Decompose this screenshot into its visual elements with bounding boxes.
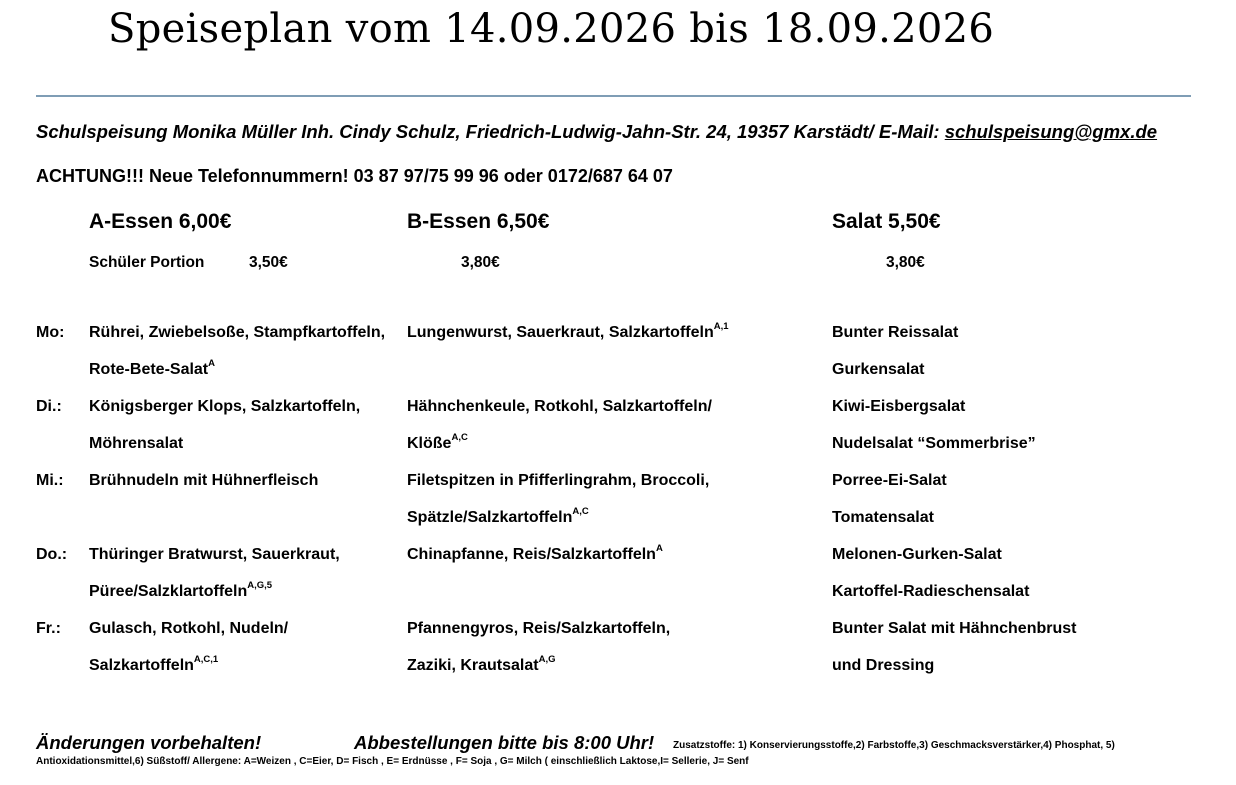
menu-item-c: [832, 657, 934, 675]
column-c-header: Salat 5,50€: [832, 210, 941, 233]
menu-item-c: [832, 620, 1076, 638]
column-a-header: A-Essen 6,00€: [89, 210, 232, 233]
menu-item-c: [832, 546, 1002, 564]
additives-text-2: Antioxidationsmittel,6) Süßstoff/ Allergene: A=Weizen , C=Eier, D= Fisch , E= Erdnüsse , F= Soja , G= Milch ( einschließlich Laktose,I= Sellerie, J= Senf: [36, 756, 749, 767]
dish-text: und Dressing: [832, 657, 935, 674]
menu-item-b: [407, 620, 670, 638]
dish-text: Hähnchenkeule, Rotkohl, Salzkartoffeln/: [407, 398, 712, 415]
phone-notice: ACHTUNG!!! Neue Telefonnummern! 03 87 97/75 99 96 oder 0172/687 64 07: [36, 166, 673, 186]
day-label: Mi.:: [36, 472, 64, 489]
page-title: Speiseplan vom 14.09.2026 bis 18.09.2026: [108, 6, 995, 52]
dish-text: Kiwi-Eisbergsalat: [832, 398, 966, 415]
cancel-notice: Abbestellungen bitte bis 8:00 Uhr!: [354, 732, 655, 753]
menu-item-b: [407, 654, 556, 675]
menu-item-a: [89, 546, 340, 564]
allergen-code: A,G: [538, 654, 556, 665]
menu-item-a: [89, 435, 183, 453]
dish-text: Lungenwurst, Sauerkraut, Salzkartoffeln: [407, 324, 714, 341]
email-link[interactable]: schulspeisung@gmx.de: [944, 121, 1158, 142]
menu-item-c: [832, 361, 924, 379]
allergen-code: A,C: [451, 432, 468, 443]
menu-item-c: [832, 509, 934, 527]
day-label: Di.:: [36, 398, 62, 415]
dish-text: Rote-Bete-Salat: [89, 361, 209, 378]
day-label: Fr.:: [36, 620, 61, 637]
dish-text: Filetspitzen in Pfifferlingrahm, Broccoli,: [407, 472, 710, 489]
dish-text: Spätzle/Salzkartoffeln: [407, 509, 573, 526]
dish-text: Gulasch, Rotkohl, Nudeln/: [89, 620, 289, 637]
student-price-c: 3,80€: [886, 254, 925, 271]
dish-text: Pfannengyros, Reis/Salzkartoffeln,: [407, 620, 671, 637]
dish-text: Rührei, Zwiebelsoße, Stampfkartoffeln,: [89, 324, 386, 341]
menu-item-b: [407, 432, 468, 453]
menu-item-c: [832, 435, 1036, 453]
menu-item-b: [407, 506, 589, 527]
menu-item-a: [89, 620, 288, 638]
menu-item-b: [407, 472, 709, 490]
column-b-header: B-Essen 6,50€: [407, 210, 550, 233]
additives-text-1: Zusatzstoffe: 1) Konservierungsstoffe,2) Farbstoffe,3) Geschmacksverstärker,4) Phosphat, 5): [673, 740, 1115, 751]
allergen-code: A,C: [572, 506, 589, 517]
dish-text: Zaziki, Krautsalat: [407, 657, 539, 674]
student-price-a: 3,50€: [249, 254, 288, 271]
dish-text: Klöße: [407, 435, 452, 452]
title-divider: [36, 95, 1191, 97]
dish-text: Thüringer Bratwurst, Sauerkraut,: [89, 546, 340, 563]
allergen-code: A,C,1: [193, 654, 219, 665]
menu-item-a: [89, 324, 385, 342]
changes-notice: Änderungen vorbehalten!: [36, 732, 262, 753]
menu-item-a: [89, 654, 219, 675]
menu-item-c: [832, 472, 947, 490]
dish-text: Porree-Ei-Salat: [832, 472, 947, 489]
dish-text: Chinapfanne, Reis/Salzkartoffeln: [407, 546, 656, 563]
menu-item-a: [89, 472, 318, 490]
dish-text: Tomatensalat: [832, 509, 934, 526]
dish-text: Möhrensalat: [89, 435, 184, 452]
company-info: [36, 121, 1157, 143]
menu-item-c: [832, 324, 958, 342]
student-price-b: 3,80€: [461, 254, 500, 271]
dish-text: Kartoffel-Radieschensalat: [832, 583, 1030, 600]
dish-text: Nudelsalat “Sommerbrise”: [832, 435, 1036, 452]
menu-item-b: [407, 398, 712, 416]
dish-text: Bunter Reissalat: [832, 324, 959, 341]
menu-item-a: [89, 580, 273, 601]
dish-text: Königsberger Klops, Salzkartoffeln,: [89, 398, 361, 415]
day-label: Mo:: [36, 324, 65, 341]
allergen-code: A: [655, 543, 663, 554]
menu-item-a: [89, 398, 360, 416]
menu-item-b: [407, 543, 663, 564]
dish-text: Salzkartoffeln: [89, 657, 194, 674]
menu-item-c: [832, 398, 965, 416]
allergen-code: A: [208, 358, 216, 369]
menu-item-c: [832, 583, 1029, 601]
dish-text: Püree/Salzklartoffeln: [89, 583, 248, 600]
student-portion-label: Schüler Portion: [89, 254, 205, 271]
day-label: Do.:: [36, 546, 68, 563]
allergen-code: A,1: [713, 321, 729, 332]
company-text: Schulspeisung Monika Müller Inh. Cindy Schulz, Friedrich-Ludwig-Jahn-Str. 24, 19357 Karstädt/ E-Mail:: [36, 121, 945, 142]
dish-text: Bunter Salat mit Hähnchenbrust: [832, 620, 1077, 637]
dish-text: Brühnudeln mit Hühnerfleisch: [89, 472, 319, 489]
dish-text: Melonen-Gurken-Salat: [832, 546, 1002, 563]
dish-text: Gurkensalat: [832, 361, 925, 378]
menu-item-b: [407, 321, 729, 342]
menu-item-a: [89, 358, 216, 379]
allergen-code: A,G,5: [247, 580, 273, 591]
